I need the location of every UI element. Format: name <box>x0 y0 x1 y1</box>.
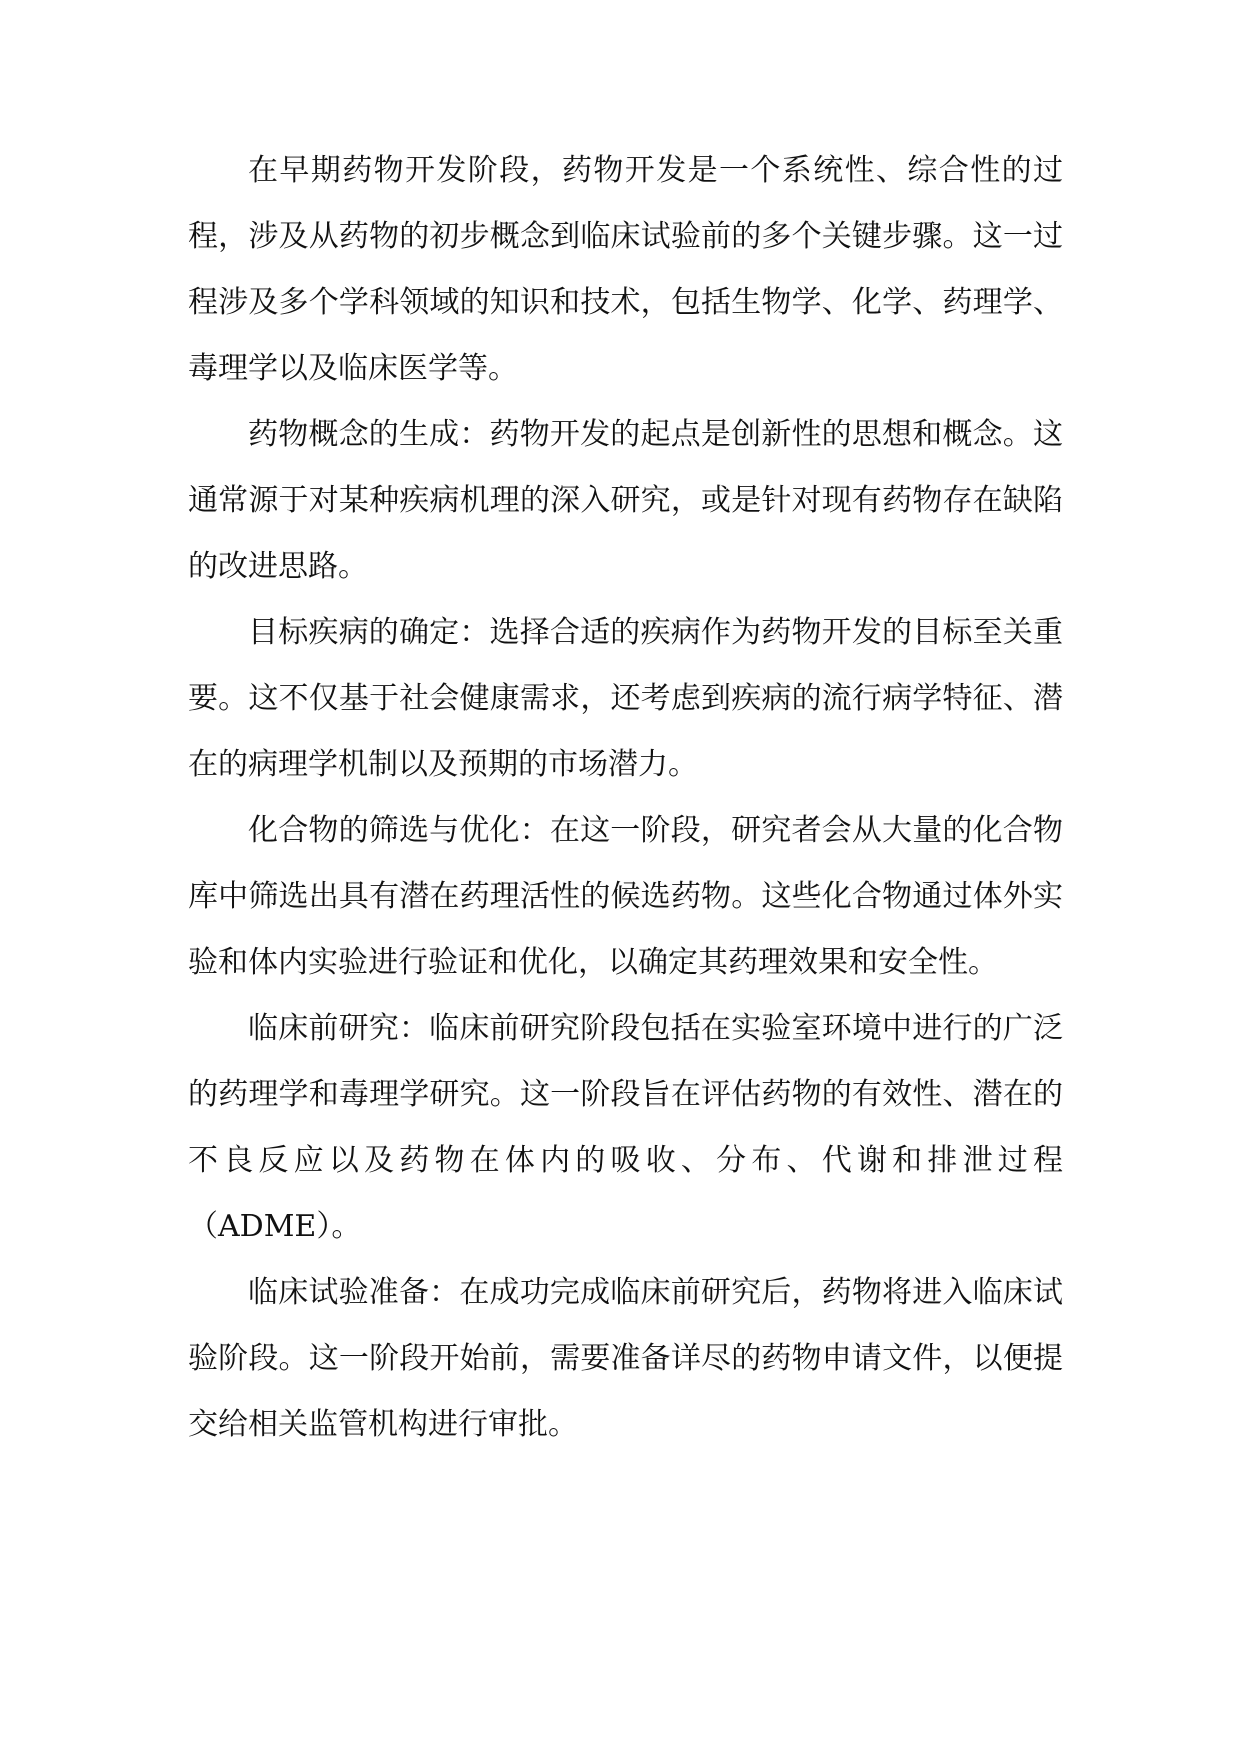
paragraph-preclinical-research: 临床前研究：临床前研究阶段包括在实验室环境中进行的广泛的药理学和毒理学研究。这一阶段旨在评估药物的有效性、潜在的不良反应以及药物在体内的吸收、分布、代谢和排泄过程（ADME）。 <box>188 1011 1063 1244</box>
document-body <box>188 138 1063 1458</box>
paragraph-clinical-trial-prep: 临床试验准备：在成功完成临床前研究后，药物将进入临床试验阶段。这一阶段开始前，需要准备详尽的药物申请文件，以便提交给相关监管机构进行审批。 <box>188 1275 1063 1442</box>
paragraph-compound-screening: 化合物的筛选与优化：在这一阶段，研究者会从大量的化合物库中筛选出具有潜在药理活性的候选药物。这些化合物通过体外实验和体内实验进行验证和优化，以确定其药理效果和安全性。 <box>188 813 1063 980</box>
paragraph-drug-concept: 药物概念的生成：药物开发的起点是创新性的思想和概念。这通常源于对某种疾病机理的深入研究，或是针对现有药物存在缺陷的改进思路。 <box>188 417 1063 584</box>
paragraph-target-disease: 目标疾病的确定：选择合适的疾病作为药物开发的目标至关重要。这不仅基于社会健康需求，还考虑到疾病的流行病学特征、潜在的病理学机制以及预期的市场潜力。 <box>188 615 1063 782</box>
paragraph-intro: 在早期药物开发阶段，药物开发是一个系统性、综合性的过程，涉及从药物的初步概念到临床试验前的多个关键步骤。这一过程涉及多个学科领域的知识和技术，包括生物学、化学、药理学、毒理学以及临床医学等。 <box>188 153 1063 386</box>
